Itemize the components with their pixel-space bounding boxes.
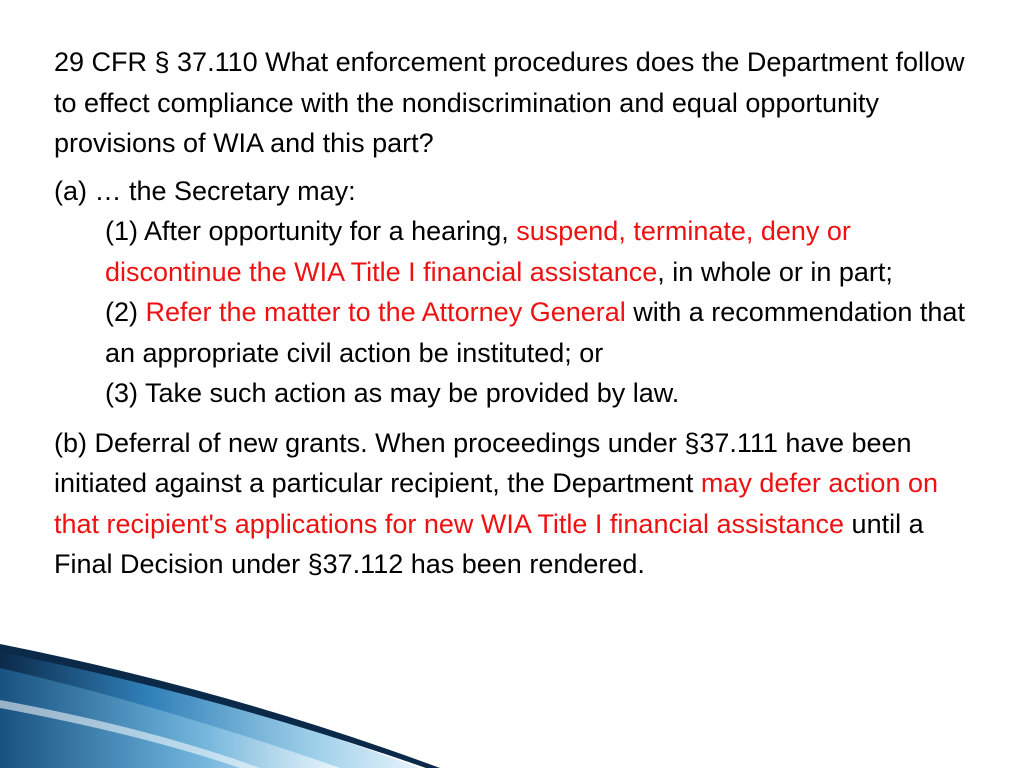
section-b-suffix: until a Final Decision under §37.112 has been rendered. bbox=[54, 508, 924, 579]
section-b-paragraph bbox=[54, 423, 984, 585]
section-b-prefix: (b) Deferral of new grants. When proceedings under §37.111 have been initiated against a particular recipient, the Department bbox=[54, 427, 912, 498]
section-a-intro: (a) … the Secretary may: bbox=[54, 175, 356, 206]
section-a-item-1 bbox=[105, 211, 985, 292]
section-a-item-3: (3) Take such action as may be provided by law. bbox=[105, 378, 680, 408]
item-2-suffix: with a recommendation that an appropriate civil action be instituted; or bbox=[105, 297, 965, 368]
item-1-highlight: suspend, terminate, deny or discontinue the WIA Title I financial assistance bbox=[105, 216, 851, 287]
item-2-prefix: (2) bbox=[105, 297, 146, 327]
regulation-heading: 29 CFR § 37.110 What enforcement procedures does the Department follow to effect compliance with the nondiscrimination and equal opportunity provisions of WIA and this part? bbox=[54, 47, 965, 158]
section-b-highlight: may defer action on that recipient's applications for new WIA Title I financial assistance bbox=[54, 468, 938, 539]
item-1-suffix: , in whole or in part; bbox=[657, 256, 893, 287]
item-2-highlight: Refer the matter to the Attorney General bbox=[145, 297, 626, 327]
slide-content bbox=[54, 42, 984, 585]
item-1-prefix: (1) After opportunity for a hearing, bbox=[105, 216, 517, 246]
section-a-item-2 bbox=[105, 292, 985, 373]
